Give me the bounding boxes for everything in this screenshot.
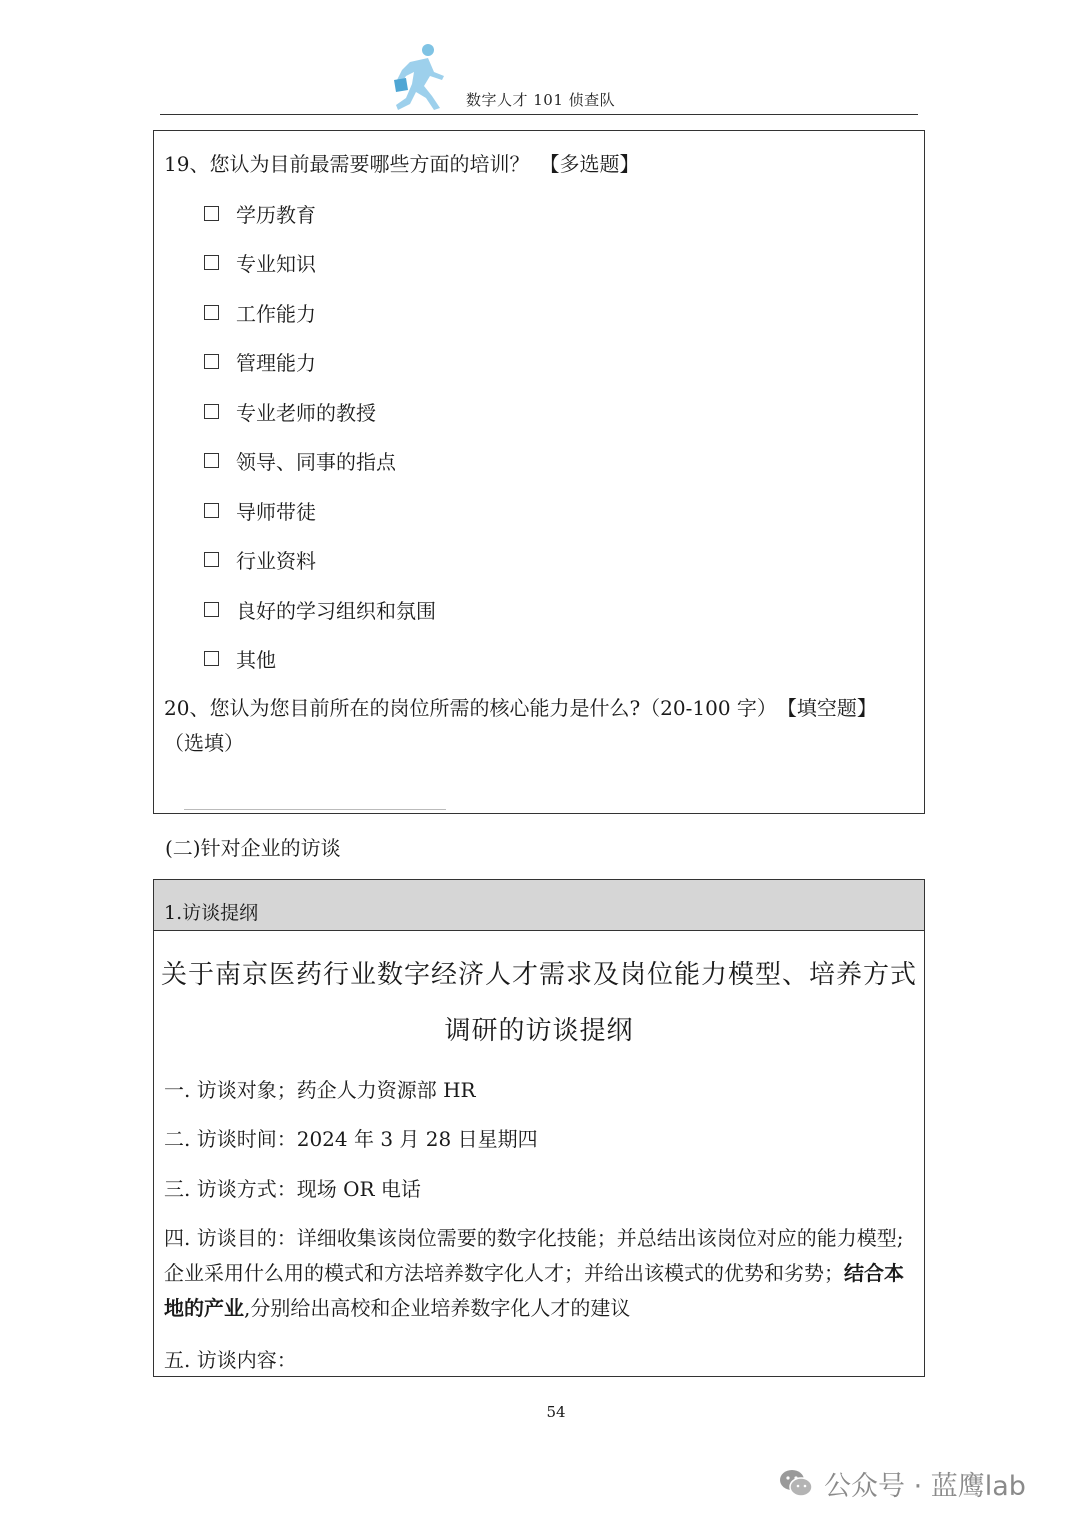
question-20: 20、您认为您目前所在的岗位所需的核心能力是什么?（20-100 字） 【填空题】	[164, 696, 877, 720]
checkbox-icon[interactable]	[204, 503, 219, 518]
option-label: 专业老师的教授	[236, 400, 376, 425]
option-label: 学历教育	[236, 202, 316, 227]
checkbox-icon[interactable]	[204, 255, 219, 270]
checkbox-icon[interactable]	[204, 453, 219, 468]
option-checkbox-item[interactable]	[204, 645, 276, 671]
answer-blank-line[interactable]	[184, 809, 446, 810]
purpose-tail-text: ,分别给出高校和企业培养数字化人才的建议	[244, 1296, 631, 1320]
option-label: 专业知识	[236, 251, 316, 276]
option-checkbox-item[interactable]	[204, 596, 436, 622]
option-checkbox-item[interactable]	[204, 299, 316, 325]
header-divider	[160, 114, 918, 115]
interview-outline-box	[153, 879, 925, 1377]
purpose-bold-text: 结合本地的产业	[164, 1261, 904, 1320]
outline-header-bar	[154, 880, 924, 931]
outline-item-purpose	[164, 1221, 916, 1326]
watermark	[778, 1462, 1026, 1504]
outline-item-content: 五. 访谈内容：	[164, 1348, 297, 1372]
option-label: 其他	[236, 647, 276, 672]
option-checkbox-item[interactable]	[204, 447, 396, 473]
option-checkbox-item[interactable]	[204, 249, 316, 275]
checkbox-icon[interactable]	[204, 651, 219, 666]
outline-header-label: 1.访谈提纲	[164, 902, 259, 924]
option-checkbox-item[interactable]	[204, 398, 376, 424]
wechat-icon	[778, 1465, 814, 1501]
outline-title-line1: 关于南京医药行业数字经济人才需求及岗位能力模型、培养方式	[160, 960, 917, 990]
option-label: 行业资料	[236, 548, 316, 573]
question-20-note: （选填）	[164, 731, 244, 755]
checkbox-icon[interactable]	[204, 305, 219, 320]
running-man-logo	[388, 42, 446, 114]
checkbox-icon[interactable]	[204, 354, 219, 369]
outline-item-time: 二. 访谈时间：2024 年 3 月 28 日星期四	[164, 1127, 538, 1151]
outline-title-line2: 调研的访谈提纲	[444, 1016, 634, 1046]
purpose-text: 四. 访谈目的：详细收集该岗位需要的数字化技能；并总结出该岗位对应的能力模型;企业采用什么用的模式和方法培养数字化人才；并给出该模式的优势和劣势；	[164, 1226, 904, 1285]
section-heading: (二)针对企业的访谈	[165, 836, 341, 860]
outline-item-target: 一. 访谈对象；药企人力资源部 HR	[164, 1078, 476, 1102]
checkbox-icon[interactable]	[204, 404, 219, 419]
option-checkbox-item[interactable]	[204, 497, 316, 523]
option-checkbox-item[interactable]	[204, 348, 316, 374]
checkbox-icon[interactable]	[204, 206, 219, 221]
option-label: 领导、同事的指点	[236, 449, 396, 474]
checkbox-icon[interactable]	[204, 602, 219, 617]
option-label: 良好的学习组织和氛围	[236, 598, 436, 623]
option-checkbox-item[interactable]	[204, 546, 316, 572]
watermark-text: 公众号 · 蓝鹰lab	[824, 1470, 1026, 1502]
outline-item-method: 三. 访谈方式：现场 OR 电话	[164, 1177, 421, 1201]
option-label: 导师带徒	[236, 499, 316, 524]
header-title: 数字人才 101 侦查队	[466, 91, 616, 109]
questionnaire-box	[153, 130, 925, 814]
option-label: 管理能力	[236, 350, 316, 375]
option-label: 工作能力	[236, 301, 316, 326]
question-19: 19、您认为目前最需要哪些方面的培训？ 【多选题】	[164, 152, 640, 176]
option-checkbox-item[interactable]	[204, 200, 316, 226]
checkbox-icon[interactable]	[204, 552, 219, 567]
page-number: 54	[546, 1403, 566, 1421]
